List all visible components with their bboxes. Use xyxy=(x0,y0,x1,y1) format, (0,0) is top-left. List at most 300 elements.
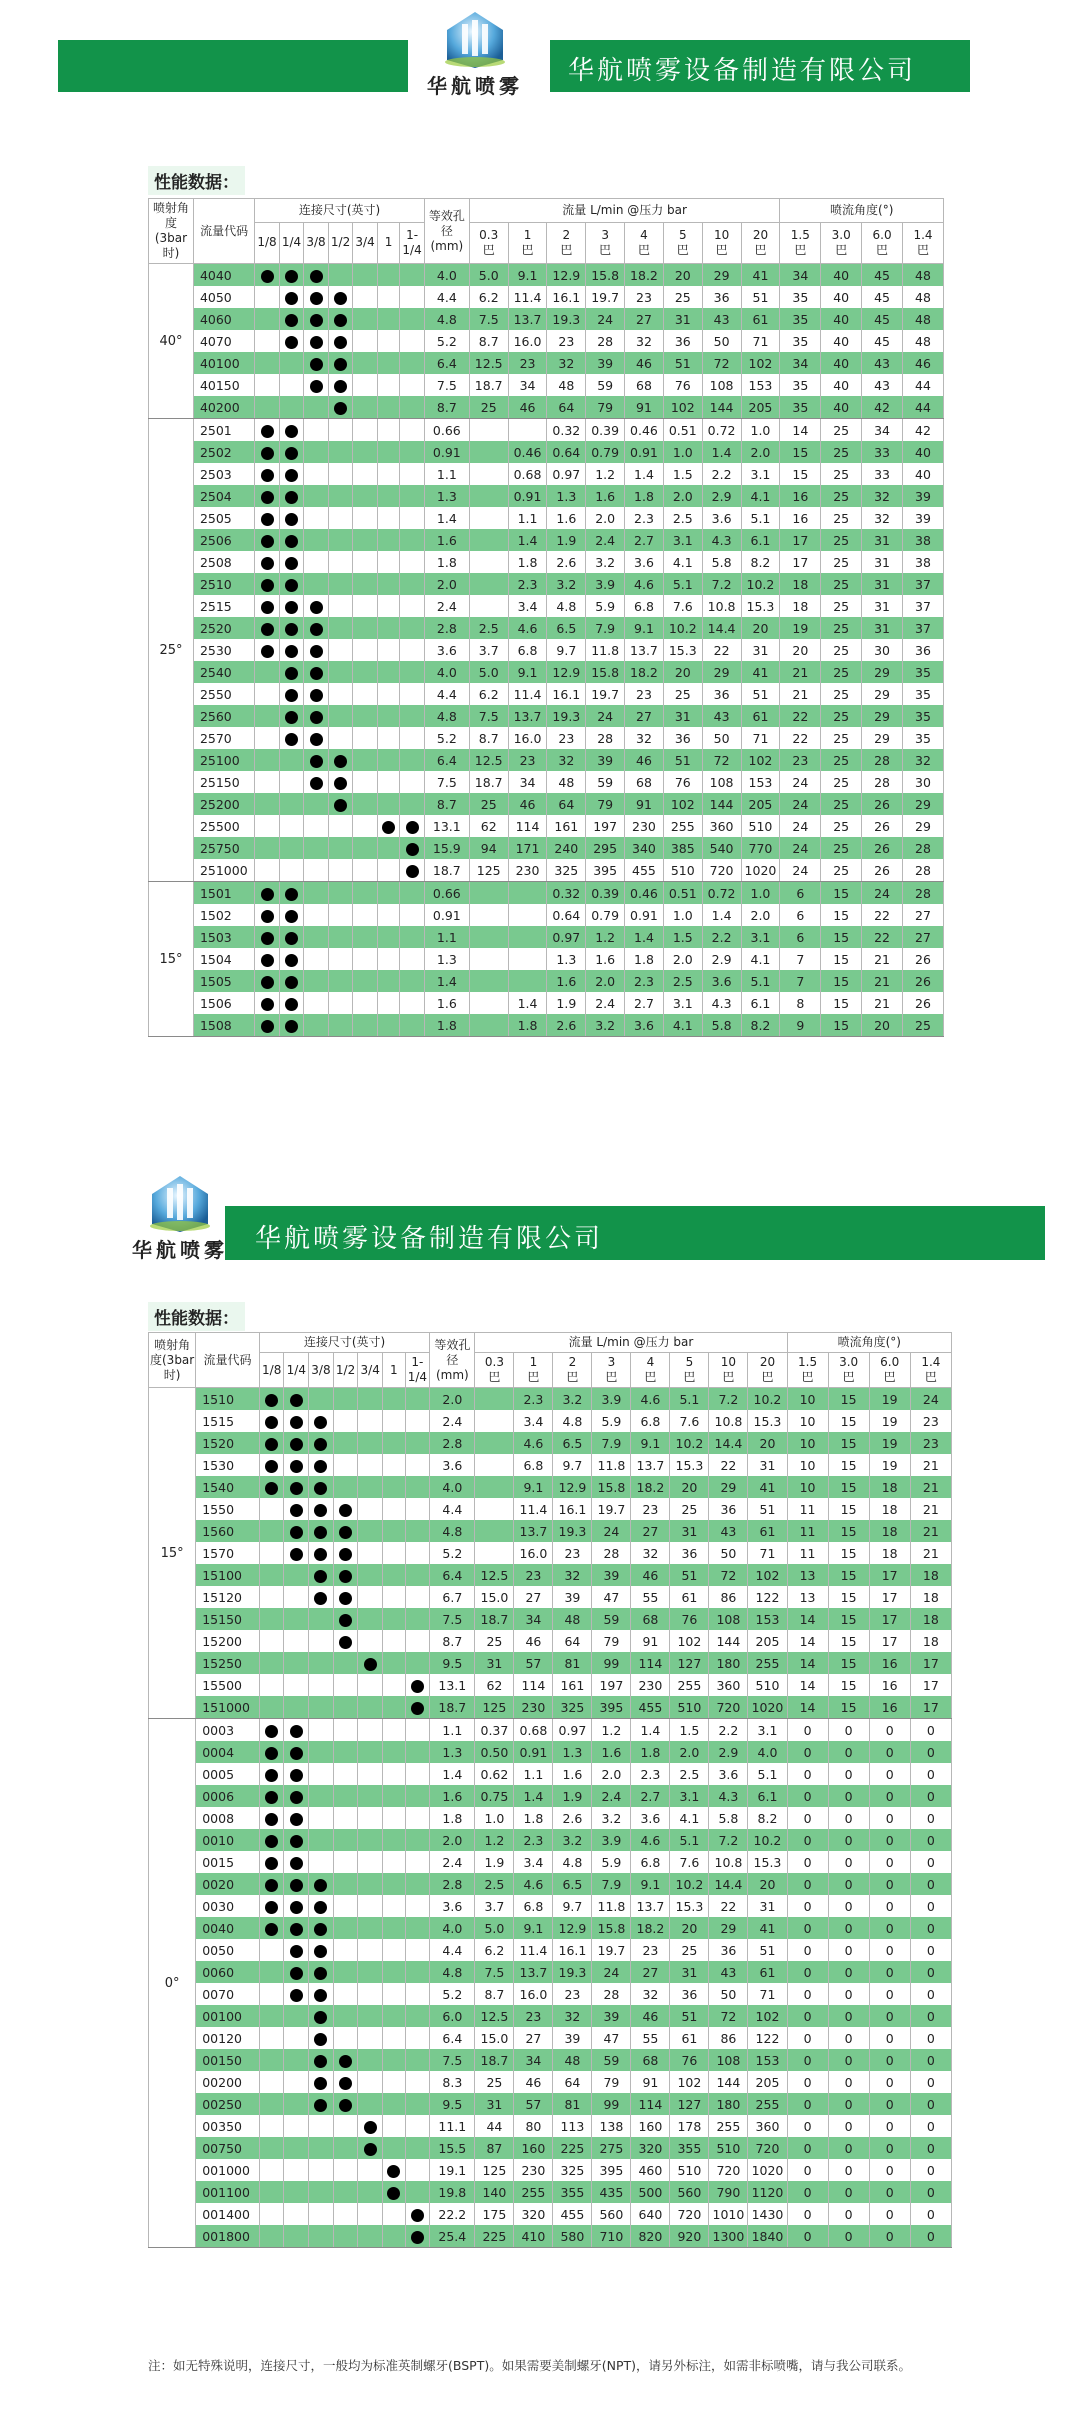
flow-rate-value: 2.9 xyxy=(702,485,741,507)
connection-cell xyxy=(259,1719,284,1742)
connection-cell xyxy=(304,859,329,882)
flow-rate-value: 16.1 xyxy=(553,1939,592,1961)
connection-dot-icon xyxy=(310,601,323,614)
spray-angle-value: 0 xyxy=(787,1873,828,1895)
spray-angle-value: 18 xyxy=(910,1608,951,1630)
flow-rate-value: 20 xyxy=(663,661,702,683)
flow-rate-value: 9.1 xyxy=(508,264,547,287)
flow-rate-value: 122 xyxy=(748,2027,787,2049)
flow-code: 0003 xyxy=(196,1719,260,1742)
flow-rate-value: 255 xyxy=(670,1674,709,1696)
flow-rate-value: 2.2 xyxy=(709,1719,748,1742)
flow-rate-value: 2.5 xyxy=(663,970,702,992)
flow-code: 15500 xyxy=(196,1674,260,1696)
spray-angle-value: 18 xyxy=(869,1520,910,1542)
flow-rate-value: 205 xyxy=(748,2071,787,2093)
connection-dot-icon xyxy=(261,601,274,614)
connection-dot-icon xyxy=(261,910,274,923)
flow-rate-value: 7.2 xyxy=(709,1829,748,1851)
spray-angle-group: 0° xyxy=(149,1719,196,2248)
flow-rate-value: 2.3 xyxy=(514,1388,553,1411)
flow-rate-value: 3.9 xyxy=(592,1388,631,1411)
connection-cell xyxy=(304,507,329,529)
spray-angle-value: 17 xyxy=(869,1564,910,1586)
pressure-unit: 巴 xyxy=(754,242,767,257)
spray-angle-value: 0 xyxy=(869,2071,910,2093)
flow-rate-value: 43 xyxy=(709,1520,748,1542)
connection-cell xyxy=(284,1807,309,1829)
flow-code: 1505 xyxy=(193,970,254,992)
connection-cell xyxy=(358,1432,383,1454)
connection-cell xyxy=(255,1014,280,1037)
connection-cell xyxy=(328,573,353,595)
connection-cell xyxy=(377,595,399,617)
flow-rate-value: 122 xyxy=(748,1586,787,1608)
flow-rate-value: 9.1 xyxy=(631,1432,670,1454)
pressure-label xyxy=(702,222,741,263)
flow-rate-value: 125 xyxy=(475,2159,514,2181)
spray-angle-header: 喷流角度(°) xyxy=(780,199,944,223)
flow-rate-value: 1.3 xyxy=(547,485,586,507)
connection-cell xyxy=(309,1807,334,1829)
connection-cell xyxy=(328,419,353,442)
pressure-value: 4 xyxy=(640,227,648,242)
spray-angle-value: 11 xyxy=(787,1520,828,1542)
flow-rate-value: 4.1 xyxy=(741,485,780,507)
spray-angle-value: 0 xyxy=(869,1983,910,2005)
table-row xyxy=(149,1674,952,1696)
connection-cell xyxy=(255,573,280,595)
spray-angle-value: 23 xyxy=(910,1432,951,1454)
connection-cell xyxy=(279,837,304,859)
table-row xyxy=(149,2181,952,2203)
flow-rate-value: 114 xyxy=(631,2093,670,2115)
flow-code: 2570 xyxy=(193,727,254,749)
orifice-diameter: 6.4 xyxy=(430,1564,475,1586)
connection-cell xyxy=(333,2027,358,2049)
flow-rate-value: 395 xyxy=(586,859,625,882)
pressure-label xyxy=(508,222,547,263)
flow-rate-value: 23 xyxy=(553,1983,592,2005)
spray-angle-value: 0 xyxy=(828,1829,869,1851)
connection-cell xyxy=(328,374,353,396)
flow-rate-value: 1.0 xyxy=(741,419,780,442)
flow-rate-value: 0.64 xyxy=(547,441,586,463)
flow-rate-value: 16.0 xyxy=(514,1983,553,2005)
connection-cell xyxy=(400,396,425,419)
spray-angle-value: 45 xyxy=(862,286,903,308)
flow-rate-value: 11.4 xyxy=(508,286,547,308)
flow-rate-value: 48 xyxy=(547,771,586,793)
flow-code: 2501 xyxy=(193,419,254,442)
flow-rate-value: 1840 xyxy=(748,2225,787,2248)
flow-rate-value: 3.2 xyxy=(553,1388,592,1411)
flow-rate-value: 0.64 xyxy=(547,904,586,926)
flow-rate-value xyxy=(475,1454,514,1476)
flow-rate-value: 144 xyxy=(702,793,741,815)
flow-rate-value: 102 xyxy=(748,2005,787,2027)
connection-cell xyxy=(279,859,304,882)
flow-code: 0050 xyxy=(196,1939,260,1961)
connection-cell xyxy=(353,683,378,705)
flow-rate-value: 20 xyxy=(748,1873,787,1895)
flow-rate-value: 7.5 xyxy=(475,1961,514,1983)
connection-cell xyxy=(279,485,304,507)
spray-angle-value: 35 xyxy=(780,286,821,308)
pressure-unit: 巴 xyxy=(605,1370,618,1384)
connection-cell xyxy=(309,1983,334,2005)
connection-cell xyxy=(259,1807,284,1829)
connection-cell xyxy=(259,1586,284,1608)
spray-angle-value: 25 xyxy=(821,793,862,815)
connection-cell xyxy=(255,330,280,352)
flow-code: 4050 xyxy=(193,286,254,308)
connection-cell xyxy=(333,1432,358,1454)
orifice-diameter: 3.6 xyxy=(430,1895,475,1917)
flow-rate-value: 240 xyxy=(547,837,586,859)
flow-rate-value: 29 xyxy=(702,661,741,683)
connection-dot-icon xyxy=(310,755,323,768)
flow-rate-value: 23 xyxy=(553,1542,592,1564)
orifice-diameter: 6.4 xyxy=(430,2027,475,2049)
flow-code: 1508 xyxy=(193,1014,254,1037)
flow-rate-value: 31 xyxy=(475,2093,514,2115)
connection-cell xyxy=(279,992,304,1014)
connection-dot-icon xyxy=(285,535,298,548)
connection-cell xyxy=(259,2159,284,2181)
table-row xyxy=(149,1961,952,1983)
connection-cell xyxy=(304,771,329,793)
spray-angle-value: 0 xyxy=(828,2071,869,2093)
flow-code: 0005 xyxy=(196,1763,260,1785)
connection-cell xyxy=(304,926,329,948)
flow-rate-value: 3.4 xyxy=(514,1410,553,1432)
flow-rate-value: 1.3 xyxy=(547,948,586,970)
flow-rate-value: 61 xyxy=(670,2027,709,2049)
connection-cell xyxy=(353,749,378,771)
spray-angle-value: 21 xyxy=(910,1520,951,1542)
connection-cell xyxy=(255,485,280,507)
spray-angle-value: 15 xyxy=(828,1608,869,1630)
flow-rate-value: 0.51 xyxy=(663,882,702,905)
orifice-diameter: 6.7 xyxy=(430,1586,475,1608)
connection-cell xyxy=(333,2049,358,2071)
connection-cell xyxy=(284,2137,309,2159)
flow-rate-value xyxy=(469,507,508,529)
spray-angle-value: 14 xyxy=(787,1630,828,1652)
flow-rate-value: 34 xyxy=(514,2049,553,2071)
spray-angle-value: 32 xyxy=(902,749,943,771)
flow-rate-value: 2.0 xyxy=(663,948,702,970)
pressure-label xyxy=(821,222,862,263)
connection-cell xyxy=(284,1741,309,1763)
flow-rate-value: 2.6 xyxy=(547,1014,586,1037)
spray-angle-value: 15 xyxy=(828,1520,869,1542)
connection-cell xyxy=(358,1741,383,1763)
connection-dot-icon xyxy=(285,336,298,349)
connection-cell xyxy=(328,882,353,905)
flow-rate-value: 161 xyxy=(547,815,586,837)
connection-cell xyxy=(353,926,378,948)
spray-angle-value: 0 xyxy=(910,1917,951,1939)
connection-cell xyxy=(405,1498,430,1520)
orifice-diameter: 0.91 xyxy=(424,904,469,926)
connection-cell xyxy=(284,1829,309,1851)
flow-rate-value xyxy=(469,529,508,551)
connection-cell xyxy=(304,683,329,705)
connection-dot-icon xyxy=(261,447,274,460)
flow-rate-value: 48 xyxy=(547,374,586,396)
flow-rate-value: 2.6 xyxy=(553,1807,592,1829)
table-row xyxy=(149,749,944,771)
flow-rate-value: 2.7 xyxy=(625,529,664,551)
spray-angle-value: 15 xyxy=(821,992,862,1014)
flow-rate-value: 1.9 xyxy=(547,529,586,551)
flow-rate-value: 5.9 xyxy=(592,1410,631,1432)
flow-code: 2508 xyxy=(193,551,254,573)
flow-rate-value: 0.91 xyxy=(514,1741,553,1763)
flow-rate-value xyxy=(475,1388,514,1411)
spray-angle-value: 10 xyxy=(787,1410,828,1432)
connection-cell xyxy=(382,1388,405,1411)
flow-rate-value: 28 xyxy=(586,330,625,352)
connection-cell xyxy=(284,1851,309,1873)
flow-rate-value: 39 xyxy=(592,1564,631,1586)
connection-cell xyxy=(377,529,399,551)
connection-cell xyxy=(279,882,304,905)
flow-rate-value: 360 xyxy=(709,1674,748,1696)
connection-cell xyxy=(405,1983,430,2005)
flow-rate-value: 59 xyxy=(592,2049,631,2071)
connection-dot-icon xyxy=(285,954,298,967)
pressure-value: 5 xyxy=(678,227,687,242)
connection-cell xyxy=(400,793,425,815)
connection-cell xyxy=(284,1719,309,1742)
flow-rate-value: 91 xyxy=(625,396,664,419)
spray-angle-value: 0 xyxy=(828,2027,869,2049)
connection-cell xyxy=(382,1719,405,1742)
connection-cell xyxy=(328,815,353,837)
connection-cell xyxy=(328,396,353,419)
table-row xyxy=(149,2225,952,2248)
flow-rate-value: 10.2 xyxy=(748,1388,787,1411)
connection-cell xyxy=(333,2115,358,2137)
table-row xyxy=(149,1873,952,1895)
connection-cell xyxy=(358,1917,383,1939)
flow-rate-value: 6.2 xyxy=(469,683,508,705)
connection-size-label: 3/8 xyxy=(309,1353,334,1388)
connection-cell xyxy=(400,1014,425,1037)
spray-angle-value: 9 xyxy=(780,1014,821,1037)
table-row xyxy=(149,1719,952,1742)
flow-rate-value: 25 xyxy=(469,396,508,419)
flow-rate-value: 3.2 xyxy=(553,1829,592,1851)
flow-rate-value: 1.0 xyxy=(663,441,702,463)
flow-rate-value: 435 xyxy=(592,2181,631,2203)
connection-cell xyxy=(304,352,329,374)
spray-angle-value: 35 xyxy=(780,330,821,352)
connection-cell xyxy=(259,1829,284,1851)
connection-dot-icon xyxy=(285,601,298,614)
flow-rate-value: 3.1 xyxy=(741,926,780,948)
spray-angle-value: 21 xyxy=(910,1476,951,1498)
table-row xyxy=(149,441,944,463)
flow-rate-header: 流量 L/min @压力 bar xyxy=(469,199,780,223)
flow-rate-value: 102 xyxy=(741,749,780,771)
connection-dot-icon xyxy=(290,1548,303,1561)
pressure-value: 0.3 xyxy=(484,1355,504,1369)
flow-rate-value: 180 xyxy=(709,2093,748,2115)
flow-rate-value: 9.7 xyxy=(553,1454,592,1476)
connection-cell xyxy=(255,815,280,837)
table-row xyxy=(149,859,944,882)
spray-angle-value: 0 xyxy=(828,2005,869,2027)
connection-cell xyxy=(400,419,425,442)
connection-cell xyxy=(333,1476,358,1498)
flow-rate-value: 205 xyxy=(741,793,780,815)
spray-angle-group: 40° xyxy=(149,264,194,419)
flow-rate-value: 144 xyxy=(702,396,741,419)
spray-angle-value: 21 xyxy=(910,1498,951,1520)
connection-cell xyxy=(333,2093,358,2115)
flow-rate-value: 34 xyxy=(508,374,547,396)
flow-rate-value: 4.1 xyxy=(663,551,702,573)
connection-cell xyxy=(328,793,353,815)
flow-rate-value: 46 xyxy=(514,1630,553,1652)
table-row xyxy=(149,1388,952,1411)
connection-cell xyxy=(382,1917,405,1939)
connection-cell xyxy=(284,2071,309,2093)
flow-rate-value: 43 xyxy=(709,1961,748,1983)
spray-angle-value: 29 xyxy=(862,661,903,683)
connection-cell xyxy=(405,1454,430,1476)
flow-rate-value: 18.7 xyxy=(475,1608,514,1630)
flow-rate-value xyxy=(469,904,508,926)
orifice-diameter: 2.8 xyxy=(424,617,469,639)
orifice-diameter: 4.0 xyxy=(424,264,469,287)
spray-angle-value: 0 xyxy=(828,1807,869,1829)
orifice-diameter: 15.5 xyxy=(430,2137,475,2159)
flow-rate-value: 230 xyxy=(508,859,547,882)
connection-cell xyxy=(400,815,425,837)
header-green-band-left xyxy=(58,40,408,92)
flow-rate-value xyxy=(469,992,508,1014)
connection-cell xyxy=(279,705,304,727)
connection-cell xyxy=(405,2181,430,2203)
spray-angle-value: 14 xyxy=(787,1696,828,1719)
spray-angle-value: 0 xyxy=(787,1895,828,1917)
connection-cell xyxy=(284,1652,309,1674)
flow-rate-value: 9.7 xyxy=(547,639,586,661)
connection-cell xyxy=(279,286,304,308)
flow-rate-value: 255 xyxy=(709,2115,748,2137)
flow-rate-value: 108 xyxy=(702,374,741,396)
spray-angle-value: 15 xyxy=(828,1498,869,1520)
connection-dot-icon xyxy=(314,1482,327,1495)
spray-angle-value: 0 xyxy=(828,1917,869,1939)
connection-cell xyxy=(405,1410,430,1432)
connection-cell xyxy=(400,330,425,352)
connection-cell xyxy=(309,1851,334,1873)
flow-code: 2502 xyxy=(193,441,254,463)
connection-cell xyxy=(284,1983,309,2005)
spray-angle-value: 21 xyxy=(862,948,903,970)
flow-rate-value: 91 xyxy=(631,2071,670,2093)
pressure-unit: 巴 xyxy=(488,1370,501,1384)
spray-angle-value: 6 xyxy=(780,882,821,905)
flow-code: 40200 xyxy=(193,396,254,419)
connection-size-label: 1/4 xyxy=(279,222,304,263)
spray-angle-value: 0 xyxy=(910,1807,951,1829)
flow-rate-value: 3.6 xyxy=(625,1014,664,1037)
spray-angle-value: 0 xyxy=(828,1939,869,1961)
flow-rate-value: 102 xyxy=(741,352,780,374)
flow-rate-value: 6.8 xyxy=(631,1410,670,1432)
flow-rate-value: 4.8 xyxy=(553,1851,592,1873)
flow-rate-value: 11.8 xyxy=(592,1895,631,1917)
logo-text: 华航喷雾 xyxy=(132,1238,228,1262)
orifice-diameter: 19.1 xyxy=(430,2159,475,2181)
orifice-diameter: 4.4 xyxy=(430,1939,475,1961)
spray-angle-value: 24 xyxy=(780,815,821,837)
connection-cell xyxy=(255,992,280,1014)
flow-rate-value: 4.8 xyxy=(553,1410,592,1432)
connection-cell xyxy=(405,1476,430,1498)
connection-cell xyxy=(377,485,399,507)
connection-cell xyxy=(255,529,280,551)
connection-cell xyxy=(259,2071,284,2093)
spray-angle-value: 29 xyxy=(862,683,903,705)
flow-rate-value: 46 xyxy=(631,2005,670,2027)
flow-rate-value: 3.1 xyxy=(670,1785,709,1807)
flow-rate-value: 1.9 xyxy=(553,1785,592,1807)
table-row xyxy=(149,485,944,507)
flow-rate-value: 10.8 xyxy=(709,1851,748,1873)
flow-rate-value: 10.2 xyxy=(670,1432,709,1454)
flow-rate-value: 39 xyxy=(553,1586,592,1608)
flow-rate-value: 2.2 xyxy=(702,926,741,948)
flow-rate-value: 340 xyxy=(625,837,664,859)
flow-code: 15200 xyxy=(196,1630,260,1652)
flow-rate-value: 13.7 xyxy=(508,705,547,727)
connection-cell xyxy=(400,970,425,992)
connection-cell xyxy=(353,264,378,287)
orifice-header: 等效孔径(mm) xyxy=(430,1333,475,1388)
connection-cell xyxy=(309,2027,334,2049)
connection-cell xyxy=(309,1873,334,1895)
connection-cell xyxy=(328,683,353,705)
flow-rate-value: 79 xyxy=(592,2071,631,2093)
table-row xyxy=(149,1608,952,1630)
flow-rate-value: 225 xyxy=(553,2137,592,2159)
pressure-label xyxy=(670,1353,709,1388)
connection-dot-icon xyxy=(364,2143,377,2156)
connection-dot-icon xyxy=(339,1570,352,1583)
spray-angle-value: 33 xyxy=(862,441,903,463)
connection-cell xyxy=(400,507,425,529)
connection-cell xyxy=(353,771,378,793)
connection-dot-icon xyxy=(261,469,274,482)
table-row xyxy=(149,1829,952,1851)
table-header xyxy=(149,1333,952,1388)
orifice-diameter: 8.7 xyxy=(430,1630,475,1652)
connection-dot-icon xyxy=(339,2077,352,2090)
connection-cell xyxy=(328,529,353,551)
connection-cell xyxy=(328,485,353,507)
flow-rate-value: 205 xyxy=(748,1630,787,1652)
flow-rate-value xyxy=(469,948,508,970)
flow-rate-value: 72 xyxy=(702,352,741,374)
